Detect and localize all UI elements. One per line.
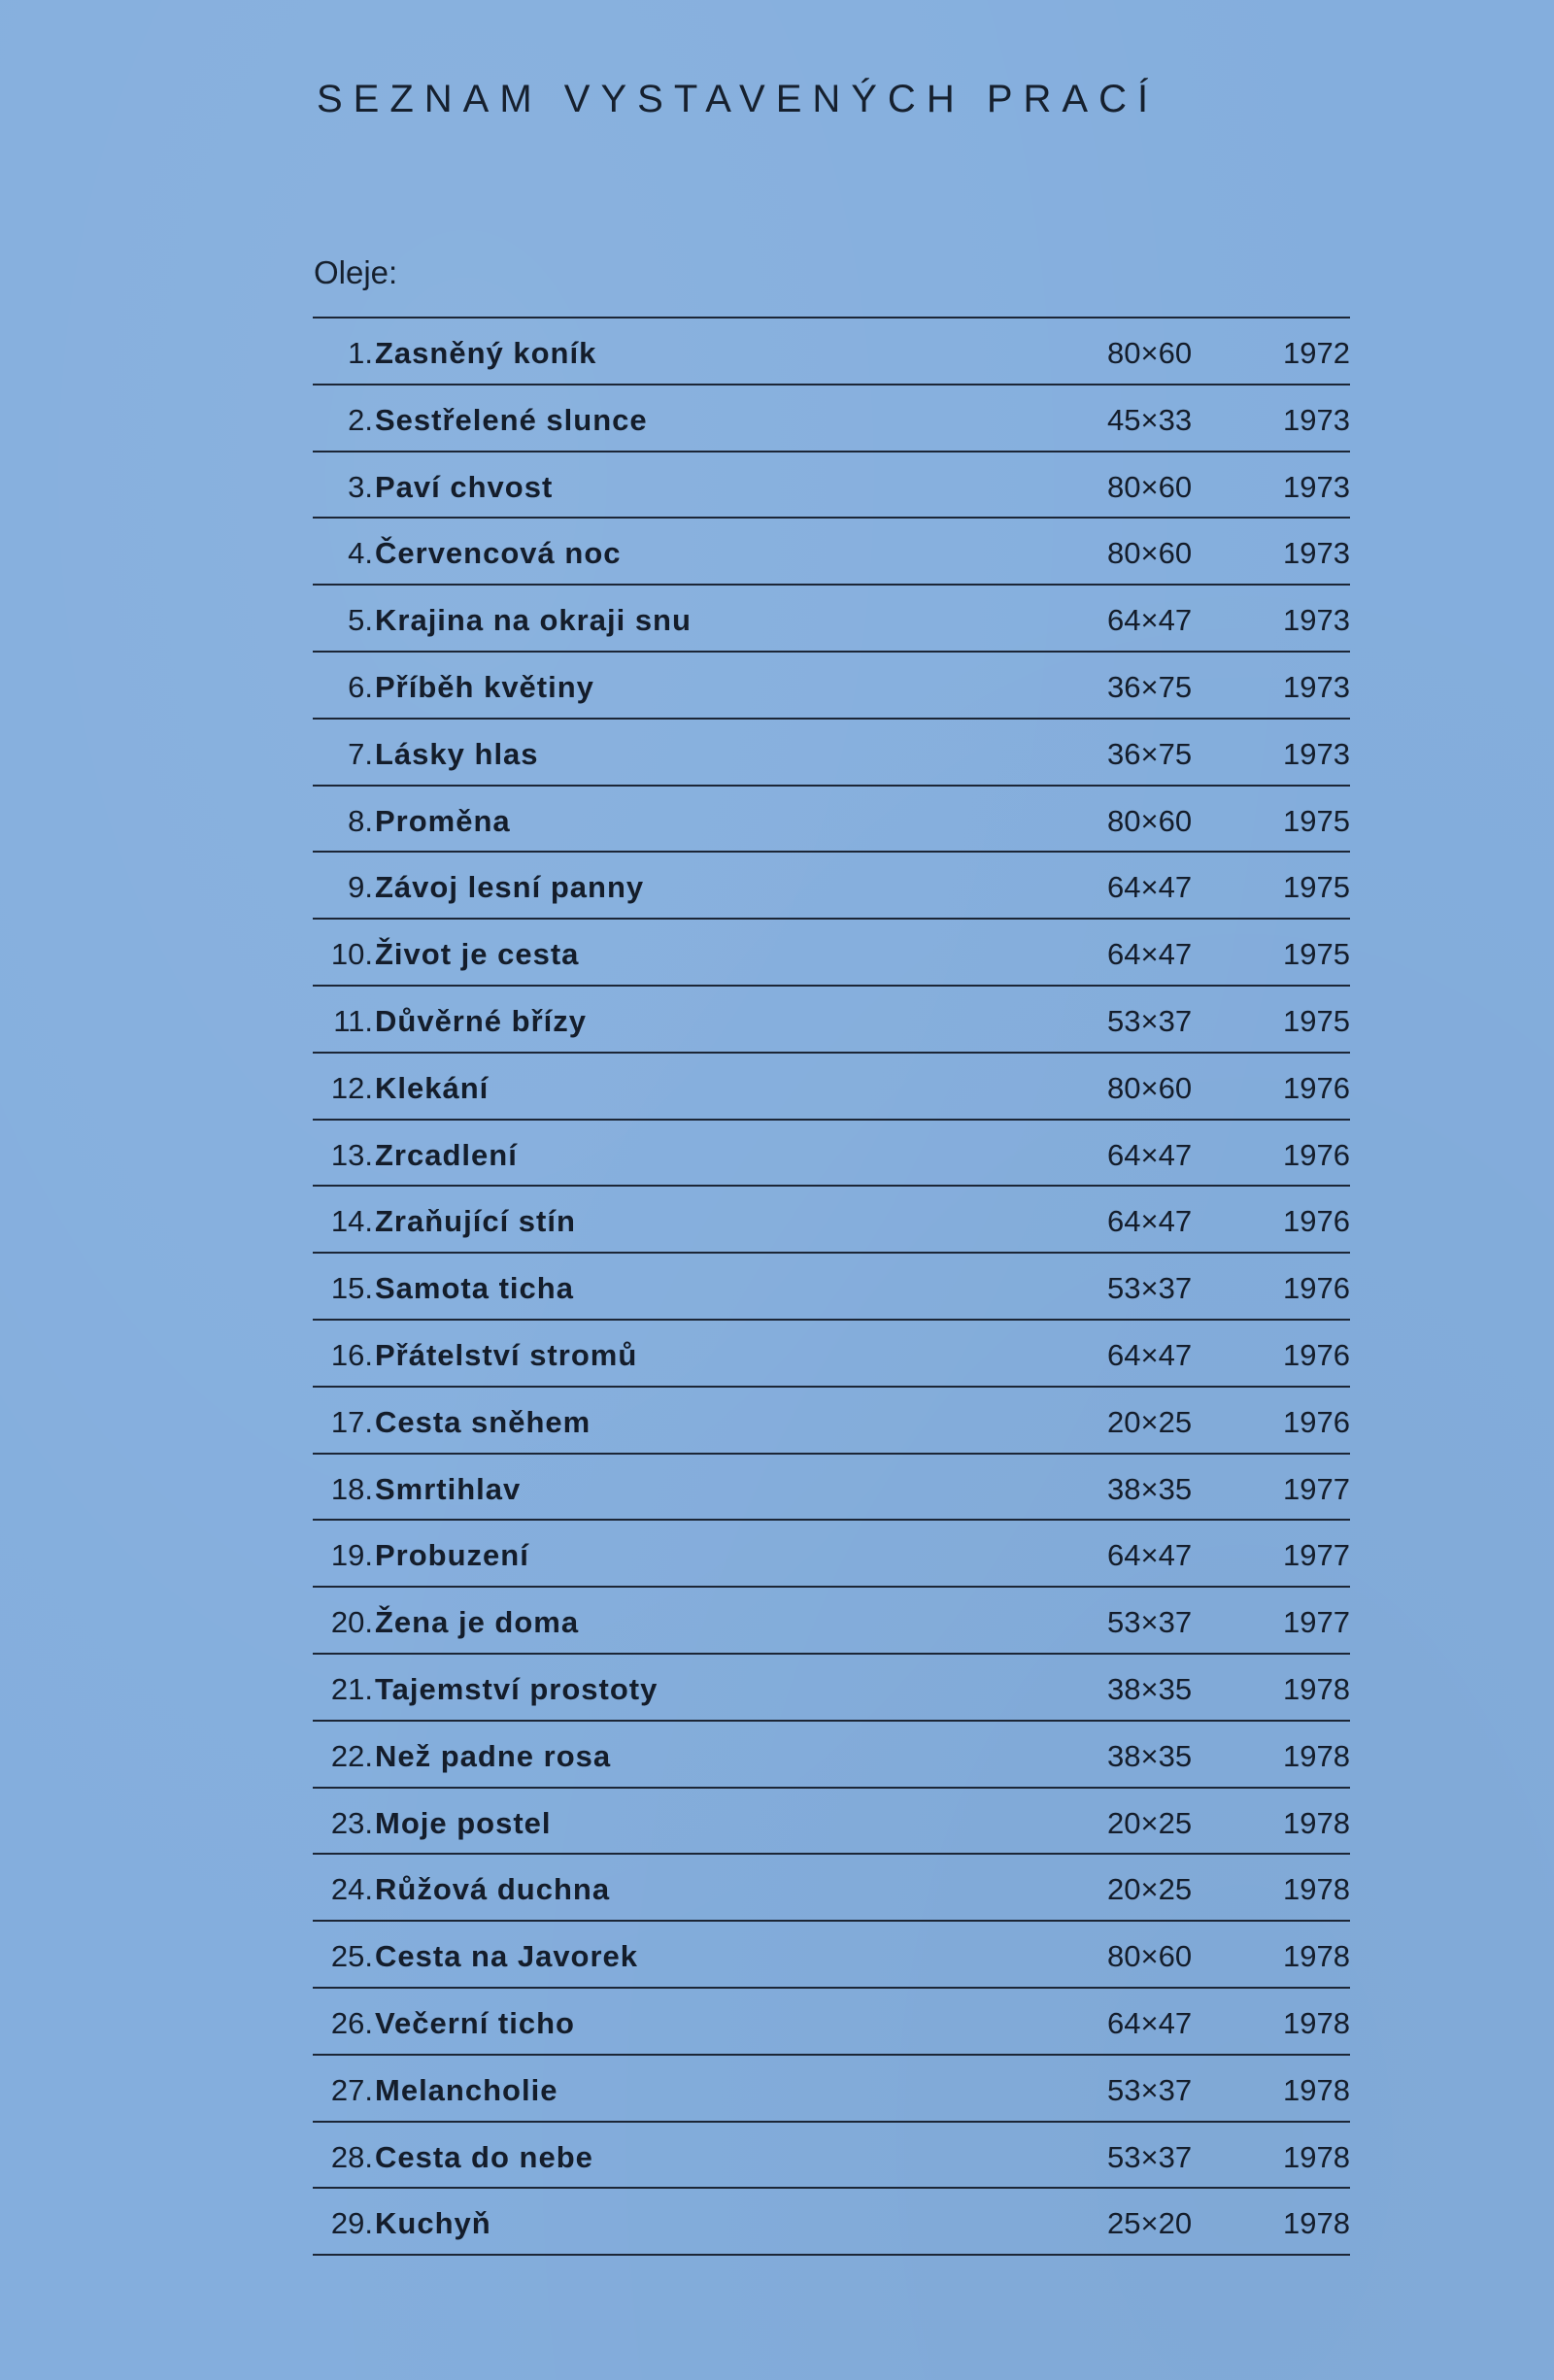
- work-year: 1978: [1283, 2005, 1350, 2040]
- work-dimensions: 80×60: [1107, 469, 1193, 504]
- work-number: 27.: [330, 2072, 373, 2107]
- work-title: Kuchyň: [375, 2206, 491, 2241]
- table-row: [313, 1655, 1350, 1722]
- work-year: 1973: [1283, 402, 1350, 437]
- work-dimensions: 80×60: [1107, 1070, 1193, 1105]
- table-row: [313, 1922, 1350, 1989]
- table-row: [313, 318, 1350, 385]
- work-year: 1976: [1283, 1337, 1350, 1372]
- table-row: [313, 519, 1350, 586]
- work-dimensions: 64×47: [1107, 870, 1193, 905]
- work-year: 1978: [1283, 1939, 1350, 1974]
- work-year: 1972: [1283, 336, 1350, 370]
- work-dimensions: 45×33: [1107, 402, 1193, 437]
- work-title: Cesta sněhem: [375, 1404, 591, 1439]
- work-number: 26.: [330, 2005, 373, 2040]
- work-title: Cesta do nebe: [375, 2139, 593, 2174]
- work-dimensions: 38×35: [1107, 1671, 1193, 1706]
- work-title: Přátelství stromů: [375, 1337, 638, 1372]
- work-number: 18.: [330, 1471, 373, 1506]
- work-year: 1975: [1283, 937, 1350, 972]
- table-row: [313, 1254, 1350, 1321]
- work-title: Cesta na Javorek: [375, 1939, 639, 1974]
- work-dimensions: 20×25: [1107, 1872, 1193, 1907]
- work-number: 1.: [348, 336, 373, 370]
- work-number: 4.: [348, 536, 373, 571]
- work-year: 1976: [1283, 1404, 1350, 1439]
- work-number: 22.: [330, 1738, 373, 1773]
- work-dimensions: 64×47: [1107, 937, 1193, 972]
- table-row: [313, 720, 1350, 787]
- work-title: Růžová duchna: [375, 1872, 611, 1907]
- work-year: 1978: [1283, 2139, 1350, 2174]
- table-row: [313, 920, 1350, 987]
- work-title: Žena je doma: [375, 1605, 580, 1640]
- table-row: [313, 385, 1350, 453]
- work-year: 1973: [1283, 469, 1350, 504]
- table-row: [313, 1455, 1350, 1522]
- work-year: 1976: [1283, 1271, 1350, 1306]
- work-number: 15.: [330, 1271, 373, 1306]
- work-title: Večerní ticho: [375, 2005, 575, 2040]
- table-row: [313, 1121, 1350, 1188]
- table-row: [313, 1989, 1350, 2056]
- work-number: 17.: [330, 1404, 373, 1439]
- work-title: Důvěrné břízy: [375, 1003, 588, 1038]
- work-number: 21.: [330, 1671, 373, 1706]
- work-number: 16.: [330, 1337, 373, 1372]
- work-title: Červencová noc: [375, 536, 622, 571]
- work-year: 1975: [1283, 803, 1350, 838]
- work-dimensions: 64×47: [1107, 1538, 1193, 1573]
- table-row: [313, 1321, 1350, 1388]
- work-year: 1978: [1283, 1738, 1350, 1773]
- work-number: 2.: [348, 402, 373, 437]
- work-number: 7.: [348, 736, 373, 771]
- table-row: [313, 453, 1350, 520]
- work-title: Smrtihlav: [375, 1471, 522, 1506]
- work-year: 1973: [1283, 603, 1350, 638]
- work-dimensions: 25×20: [1107, 2206, 1193, 2241]
- work-year: 1976: [1283, 1070, 1350, 1105]
- table-row: [313, 586, 1350, 653]
- work-dimensions: 64×47: [1107, 1204, 1193, 1239]
- work-year: 1975: [1283, 1003, 1350, 1038]
- work-dimensions: 38×35: [1107, 1738, 1193, 1773]
- work-number: 11.: [333, 1003, 373, 1038]
- table-row: [313, 1187, 1350, 1254]
- work-dimensions: 20×25: [1107, 1404, 1193, 1439]
- table-row: [313, 987, 1350, 1054]
- work-year: 1978: [1283, 2072, 1350, 2107]
- work-title: Život je cesta: [375, 937, 580, 972]
- table-row: [313, 2056, 1350, 2123]
- work-year: 1973: [1283, 669, 1350, 704]
- work-number: 29.: [330, 2206, 373, 2241]
- work-dimensions: 80×60: [1107, 1939, 1193, 1974]
- work-number: 24.: [330, 1872, 373, 1907]
- table-row: [313, 1388, 1350, 1455]
- table-row: [313, 853, 1350, 920]
- work-dimensions: 64×47: [1107, 603, 1193, 638]
- work-dimensions: 64×47: [1107, 2005, 1193, 2040]
- work-dimensions: 38×35: [1107, 1471, 1193, 1506]
- work-number: 14.: [330, 1204, 373, 1239]
- work-number: 5.: [348, 603, 373, 638]
- work-number: 9.: [348, 870, 373, 905]
- work-dimensions: 53×37: [1107, 2139, 1193, 2174]
- work-year: 1976: [1283, 1137, 1350, 1172]
- table-row: [313, 2189, 1350, 2256]
- work-title: Zraňující stín: [375, 1204, 576, 1239]
- work-title: Sestřelené slunce: [375, 402, 648, 437]
- page-title: SEZNAM VYSTAVENÝCH PRACÍ: [317, 78, 1160, 120]
- work-title: Moje postel: [375, 1805, 552, 1840]
- work-title: Příběh květiny: [375, 669, 594, 704]
- work-number: 19.: [330, 1538, 373, 1573]
- work-number: 10.: [330, 937, 373, 972]
- work-year: 1975: [1283, 870, 1350, 905]
- work-title: Paví chvost: [375, 469, 554, 504]
- work-dimensions: 80×60: [1107, 536, 1193, 571]
- work-title: Krajina na okraji snu: [375, 603, 692, 638]
- work-year: 1976: [1283, 1204, 1350, 1239]
- work-title: Tajemství prostoty: [375, 1671, 659, 1706]
- work-year: 1978: [1283, 1805, 1350, 1840]
- work-dimensions: 80×60: [1107, 803, 1193, 838]
- work-number: 20.: [330, 1605, 373, 1640]
- work-dimensions: 64×47: [1107, 1137, 1193, 1172]
- work-year: 1978: [1283, 1872, 1350, 1907]
- work-number: 6.: [348, 669, 373, 704]
- table-row: [313, 1789, 1350, 1856]
- table-row: [313, 653, 1350, 720]
- table-row: [313, 1855, 1350, 1922]
- work-dimensions: 53×37: [1107, 1271, 1193, 1306]
- section-label: Oleje:: [314, 254, 398, 290]
- work-number: 23.: [330, 1805, 373, 1840]
- work-dimensions: 80×60: [1107, 336, 1193, 370]
- work-dimensions: 36×75: [1107, 669, 1193, 704]
- work-number: 28.: [330, 2139, 373, 2174]
- work-number: 12.: [330, 1070, 373, 1105]
- work-year: 1977: [1283, 1471, 1350, 1506]
- work-dimensions: 20×25: [1107, 1805, 1193, 1840]
- work-title: Klekání: [375, 1070, 490, 1105]
- work-dimensions: 53×37: [1107, 1003, 1193, 1038]
- work-title: Závoj lesní panny: [375, 870, 645, 905]
- work-year: 1977: [1283, 1538, 1350, 1573]
- table-row: [313, 1521, 1350, 1588]
- works-list: [313, 318, 1350, 2256]
- work-dimensions: 53×37: [1107, 1605, 1193, 1640]
- work-year: 1973: [1283, 536, 1350, 571]
- work-title: Probuzení: [375, 1538, 529, 1573]
- table-row: [313, 2123, 1350, 2190]
- work-number: 25.: [330, 1939, 373, 1974]
- work-title: Proměna: [375, 803, 511, 838]
- work-title: Zasněný koník: [375, 336, 597, 370]
- work-title: Lásky hlas: [375, 736, 539, 771]
- work-number: 8.: [348, 803, 373, 838]
- work-dimensions: 53×37: [1107, 2072, 1193, 2107]
- work-year: 1977: [1283, 1605, 1350, 1640]
- work-number: 3.: [348, 469, 373, 504]
- table-row: [313, 1054, 1350, 1121]
- table-row: [313, 1722, 1350, 1789]
- works-table: [313, 317, 1350, 2256]
- work-title: Zrcadlení: [375, 1137, 518, 1172]
- work-year: 1973: [1283, 736, 1350, 771]
- work-dimensions: 36×75: [1107, 736, 1193, 771]
- work-number: 13.: [330, 1137, 373, 1172]
- table-row: [313, 1588, 1350, 1655]
- work-year: 1978: [1283, 1671, 1350, 1706]
- table-row: [313, 787, 1350, 854]
- work-year: 1978: [1283, 2206, 1350, 2241]
- work-dimensions: 64×47: [1107, 1337, 1193, 1372]
- work-title: Než padne rosa: [375, 1738, 612, 1773]
- work-title: Samota ticha: [375, 1271, 574, 1306]
- work-title: Melancholie: [375, 2072, 558, 2107]
